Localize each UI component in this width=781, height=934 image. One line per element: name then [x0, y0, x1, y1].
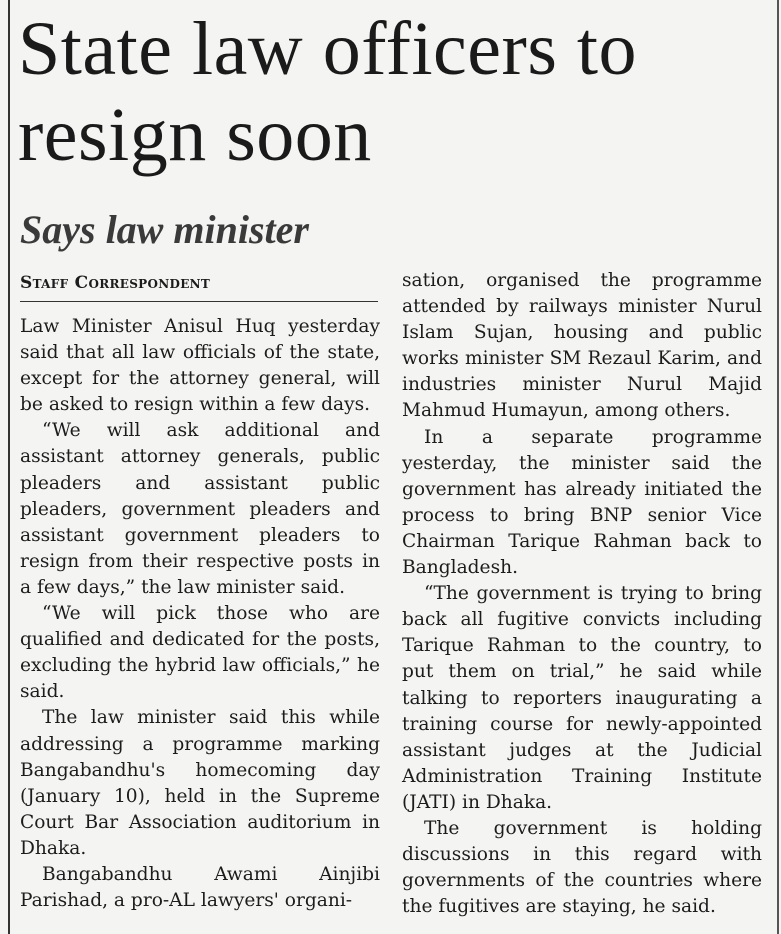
paragraph: “The government is trying to bring back all fugitive convicts including Tarique Rahman to the country, to put them on trial,” he said while talking to reporters inaugurating a training course for newly-appointed assistant judges at the Judicial Administration Training Institute (JATI) in Dhaka. [402, 583, 762, 813]
paragraph: sation, organised the programme attended by railways minister Nurul Islam Sujan, housing and public works minister SM Rezaul Karim, and industries minister Nurul Majid Mahmud Humayun, among others. [402, 270, 762, 422]
right-column-rule [777, 0, 779, 934]
headline: State law officers to resign soon [18, 7, 638, 177]
paragraph: “We will pick those who are qualified and dedicated for the posts, excluding the hybrid law officials,” he said. [20, 603, 380, 703]
paragraph: In a separate programme yesterday, the minister said the government has already initiated the process to bring BNP senior Vice Chairman Tarique Rahman back to Bangladesh. [402, 426, 762, 579]
article-column-1 [20, 314, 380, 914]
paragraph: The government is holding discussions in this regard with governments of the countries where the fugitives are staying, he said. [402, 817, 762, 918]
byline [20, 273, 378, 302]
paragraph: The law minister said this while addressing a programme marking Bangabandhu's homecoming day (January 10), held in the Supreme Court Bar Association auditorium in Dhaka. [20, 707, 380, 859]
paragraph: Law Minister Anisul Huq yesterday said that all law officials of the state, except for the attorney general, will be asked to resign within a few days. [20, 316, 380, 416]
paragraph: “We will ask additional and assistant attorney generals, public pleaders and assistant public pleaders, government pleaders and assistant government pleaders to resign from their respective posts in a few days,” the law minister said. [20, 420, 380, 598]
paragraph: Bangabandhu Awami Ainjibi Parishad, a pro-AL lawyers' organi- [20, 863, 380, 912]
article-column-2 [402, 268, 762, 920]
left-column-rule [8, 0, 10, 934]
subheadline: Says law minister [20, 207, 309, 252]
byline-text: Staff Correspondent [20, 273, 211, 293]
